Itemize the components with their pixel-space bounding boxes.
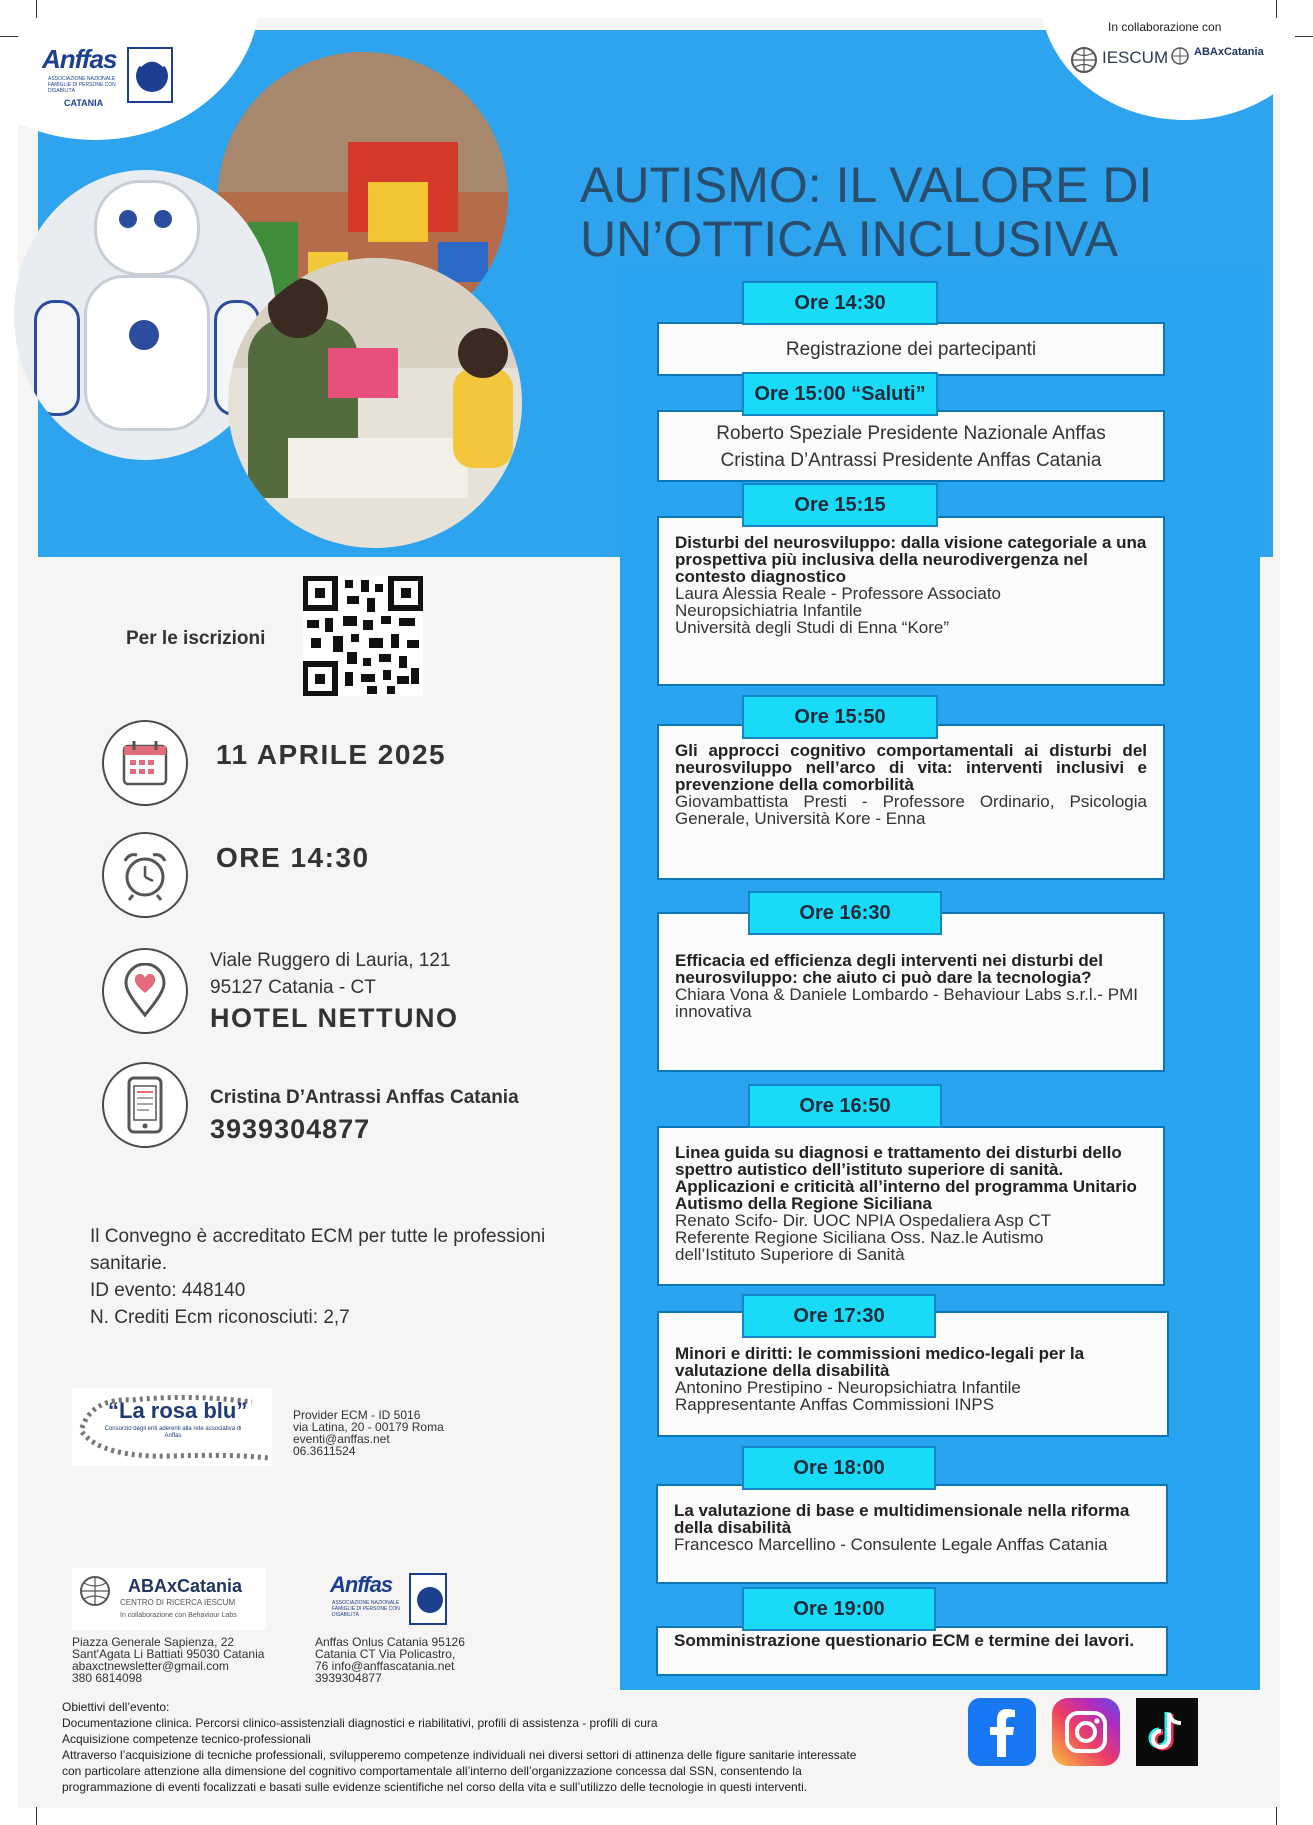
- session-body-line: Giovambattista Presti - Professore Ordinario, Psicologia Generale, Università Kore - Enna: [675, 792, 1147, 828]
- event-title: [580, 158, 1270, 266]
- anffas-footer-logo-sub: ASSOCIAZIONE NAZIONALE FAMIGLIE DI PERSONE CON DISABILITÀ: [332, 1600, 400, 1618]
- registration-label: Per le iscrizioni: [126, 628, 266, 649]
- time-tab-1730: Ore 17:30: [742, 1294, 936, 1338]
- tiktok-icon[interactable]: [1136, 1698, 1198, 1766]
- time-tab-1550: Ore 15:50: [742, 695, 938, 739]
- time-tab-1430: Ore 14:30: [742, 281, 938, 325]
- anffas-emblem-icon: [126, 46, 174, 104]
- session-body-line: Neuropsichiatria Infantile: [675, 601, 863, 620]
- location-circle: [102, 948, 188, 1034]
- session-body-line: Roberto Speziale Presidente Nazionale Anffas: [716, 423, 1106, 444]
- abax-footer-behaviour: In collaborazione con Behaviour Labs: [120, 1612, 237, 1619]
- crop-mark: [1276, 1807, 1277, 1825]
- session-body-line: Laura Alessia Reale - Professore Associato: [675, 584, 1002, 603]
- rosa-blu-subtext: Consorzio degli enti aderenti alla rete associativa di Anffas: [104, 1426, 242, 1439]
- crop-mark: [36, 1807, 37, 1825]
- location-pin-icon: [120, 963, 170, 1019]
- session-body-line: Università degli Studi di Enna “Kore”: [675, 618, 950, 637]
- session-1900: [656, 1626, 1168, 1676]
- objectives-line-1: Documentazione clinica. Percorsi clinico-assistenziali diagnostici e riabilitativi, profili di assistenza - profili di cura: [62, 1716, 658, 1730]
- session-body-line: Referente Regione Siciliana Oss. Naz.le Autismo: [675, 1228, 1044, 1247]
- abax-logo-footer: [72, 1568, 266, 1630]
- session-body-line: Registrazione dei partecipanti: [785, 339, 1037, 360]
- abax-footer-logo-sub: CENTRO DI RICERCA IESCUM: [120, 1598, 236, 1607]
- provider-email[interactable]: eventi@anffas.net: [293, 1432, 390, 1446]
- abax-footer-globe-icon: [78, 1574, 112, 1608]
- abax-globe-icon: [1170, 46, 1190, 66]
- objectives-line-5: programmazione di eventi focalizzati e basati sulle evidenze scientifiche nel corso della vita e sull’utilizzo delle tecnologie in questi interventi.: [62, 1780, 808, 1794]
- collab-label: In collaborazione con: [1108, 20, 1222, 34]
- objectives-text: [62, 1699, 962, 1795]
- iescum-globe-icon: [1070, 46, 1098, 74]
- calendar-circle: [102, 720, 188, 806]
- session-title: La valutazione di base e multidimensionale nella riforma della disabilità: [674, 1501, 1130, 1537]
- session-1800: [656, 1484, 1168, 1584]
- time-tab-1650: Ore 16:50: [748, 1084, 942, 1128]
- calendar-icon: [120, 738, 170, 788]
- iescum-logo-text: IESCUM: [1102, 48, 1169, 67]
- rosa-blu-logo-text: “La rosa blu”: [108, 1398, 248, 1423]
- iescum-logo: [1070, 44, 1169, 78]
- phone-circle: [102, 1062, 188, 1148]
- abax-footer-line-2: Sant'Agata Li Battiati 95030 Catania: [72, 1647, 265, 1661]
- session-title: Linea guida su diagnosi e trattamento dei disturbi dello spettro autistico dell’istituto superiore di sanità. Applicazioni e criticità all’interno del programma Unitario Autismo della Regione Siciliana: [675, 1143, 1137, 1213]
- time-tab-1515: Ore 15:15: [742, 483, 938, 527]
- crop-mark: [36, 0, 37, 18]
- event-date: 11 APRILE 2025: [216, 739, 447, 770]
- abax-footer-logo-text: ABAxCatania: [128, 1576, 243, 1596]
- session-body-line: Cristina D’Antrassi Presidente Anffas Catania: [720, 450, 1102, 471]
- smartphone-icon: [125, 1076, 165, 1134]
- provider-info: [293, 1409, 444, 1457]
- objectives-label: Obiettivi dell’evento:: [62, 1700, 170, 1714]
- objectives-line-3: Attraverso l’acquisizione di tecniche professionali, svilupperemo competenze individuali nei diversi settori di attinenza delle figure sanitarie interessate: [62, 1748, 857, 1762]
- address-line-2: 95127 Catania - CT: [210, 977, 376, 998]
- qr-code-icon[interactable]: [303, 576, 423, 696]
- session-body-line: Renato Scifo- Dir. UOC NPIA Ospedaliera Asp CT: [675, 1211, 1052, 1230]
- anffas-logo-subtext: ASSOCIAZIONE NAZIONALE FAMIGLIE DI PERSONE CON DISABILITÀ: [48, 76, 116, 94]
- provider-phone: 06.3611524: [293, 1444, 356, 1458]
- crop-mark: [0, 36, 18, 37]
- crop-mark: [1295, 36, 1313, 37]
- anffas-footer-info: [315, 1636, 465, 1684]
- abax-footer-line-1: Piazza Generale Sapienza, 22: [72, 1635, 235, 1649]
- facebook-icon[interactable]: [968, 1698, 1036, 1766]
- provider-line-2: via Latina, 20 - 00179 Roma: [293, 1420, 444, 1434]
- therapy-photo: [228, 258, 522, 548]
- title-line-2: UN’OTTICA INCLUSIVA: [580, 211, 1119, 267]
- contact-name: Cristina D’Antrassi Anffas Catania: [210, 1087, 519, 1108]
- abax-footer-email[interactable]: abaxctnewsletter@gmail.com: [72, 1659, 229, 1673]
- contact-phone[interactable]: 3939304877: [210, 1114, 371, 1144]
- anffas-logo-city: CATANIA: [64, 98, 104, 108]
- clock-circle: [102, 832, 188, 918]
- session-body-line: Francesco Marcellino - Consulente Legale Anffas Catania: [674, 1535, 1108, 1554]
- anffas-logo: [42, 42, 182, 112]
- session-1630: [657, 912, 1165, 1072]
- rosa-blu-logo: [72, 1388, 272, 1466]
- session-title: Gli approcci cognitivo comportamentali ai disturbi del neurosviluppo nell’arco di vita: interventi inclusivi e prevenzione della comorbilità: [675, 741, 1147, 794]
- session-body-line: dell’Istituto Superiore di Sanità: [675, 1245, 905, 1264]
- session-1515: [657, 516, 1165, 686]
- ecm-event-id: ID evento: 448140: [90, 1280, 246, 1301]
- anffas-footer-emblem-icon: [408, 1572, 448, 1626]
- abax-footer-info: [72, 1636, 264, 1684]
- abax-logo-top-text: ABAxCatania: [1194, 46, 1264, 58]
- session-body-line: Chiara Vona & Daniele Lombardo - Behaviour Labs s.r.l.- PMI innovativa: [675, 985, 1139, 1021]
- objectives-line-4: con particolare attenzione alla dimensione del cognitivo comportamentale all’interno dell’organizzazione concessa dal SSN, consentendo la: [62, 1764, 802, 1778]
- time-tab-1900: Ore 19:00: [742, 1587, 936, 1631]
- session-registration: [657, 322, 1165, 376]
- ecm-line-2: sanitarie.: [90, 1253, 168, 1274]
- session-1650: [657, 1126, 1165, 1286]
- session-title: Somministrazione questionario ECM e termine dei lavori.: [674, 1631, 1135, 1650]
- objectives-line-2: Acquisizione competenze tecnico-professionali: [62, 1732, 311, 1746]
- anffas-footer-email[interactable]: 76 info@anffascatania.net: [315, 1659, 455, 1673]
- anffas-footer-logo-text: Anffas: [330, 1572, 393, 1597]
- alarm-clock-icon: [117, 847, 173, 903]
- anffas-logo-footer: [328, 1570, 452, 1632]
- title-line-1: AUTISMO: IL VALORE DI: [580, 157, 1153, 213]
- anffas-footer-phone: 3939304877: [315, 1671, 382, 1685]
- session-title: Disturbi del neurosviluppo: dalla visione categoriale a una prospettiva più inclusiva della neurodivergenza nel contesto diagnostico: [675, 533, 1147, 586]
- ecm-line-1: Il Convegno è accreditato ECM per tutte le professioni: [90, 1226, 546, 1247]
- time-tab-1500: Ore 15:00 “Saluti”: [742, 372, 938, 416]
- time-tab-1800: Ore 18:00: [742, 1446, 936, 1490]
- session-body-line: Antonino Prestipino - Neuropsichiatra Infantile: [675, 1378, 1021, 1397]
- instagram-icon[interactable]: [1052, 1698, 1120, 1766]
- anffas-footer-line-2: Catania CT Via Policastro,: [315, 1647, 456, 1661]
- address-line-1: Viale Ruggero di Lauria, 121: [210, 950, 451, 971]
- venue-name: HOTEL NETTUNO: [210, 1003, 459, 1033]
- ecm-credits: N. Crediti Ecm riconosciuti: 2,7: [90, 1307, 350, 1328]
- session-title: Efficacia ed efficienza degli interventi nei disturbi del neurosviluppo: che aiuto ci può dare la tecnologia?: [675, 951, 1103, 987]
- ecm-info: [90, 1223, 545, 1331]
- abax-logo-top: [1170, 44, 1270, 78]
- session-saluti: [657, 410, 1165, 482]
- session-body-line: Rappresentante Anffas Commissioni INPS: [675, 1395, 995, 1414]
- session-1550: [657, 724, 1165, 880]
- event-time: ORE 14:30: [216, 842, 370, 873]
- abax-footer-phone: 380 6814098: [72, 1671, 143, 1685]
- crop-mark: [1276, 0, 1277, 18]
- provider-line-1: Provider ECM - ID 5016: [293, 1408, 421, 1422]
- time-tab-1630: Ore 16:30: [748, 891, 942, 935]
- session-title: Minori e diritti: le commissioni medico-legali per la valutazione della disabilità: [675, 1344, 1085, 1380]
- anffas-footer-line-1: Anffas Onlus Catania 95126: [315, 1635, 465, 1649]
- anffas-logo-text: Anffas: [42, 44, 117, 74]
